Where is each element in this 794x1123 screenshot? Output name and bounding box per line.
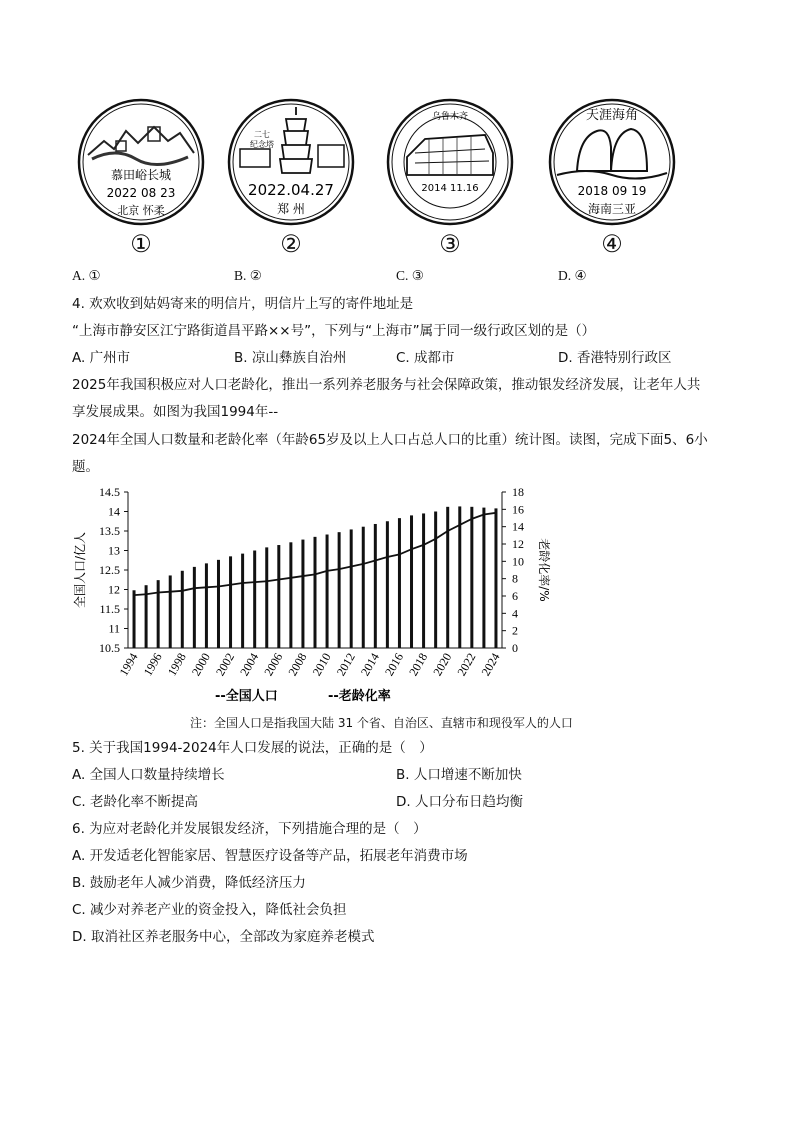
population-bar [229, 556, 232, 648]
population-bar [217, 560, 220, 648]
svg-text:慕田峪长城: 慕田峪长城 [110, 168, 172, 182]
x-tick-label: 1998 [164, 650, 189, 679]
right-tick-label: 14 [512, 519, 524, 534]
svg-text:二七: 二七 [254, 130, 270, 139]
intro-line3: 2024年全国人口数量和老龄化率（年龄65岁及以上人口占总人口的比重）统计图。读图，完成下面5、6小 [72, 432, 708, 448]
aging-rate-point [459, 524, 460, 525]
aging-rate-point [133, 595, 134, 596]
aging-rate-point [266, 581, 267, 582]
aging-rate-point [158, 592, 159, 593]
aging-rate-point [471, 518, 472, 519]
aging-rate-point [339, 569, 340, 570]
population-bar [422, 513, 425, 648]
aging-rate-point [363, 563, 364, 564]
left-tick-label: 12.5 [99, 563, 120, 577]
left-tick-label: 13.5 [99, 524, 120, 538]
q3-option-d[interactable]: D. ④ [558, 268, 587, 283]
svg-text:纪念塔: 纪念塔 [250, 140, 274, 149]
population-bar [193, 567, 196, 648]
x-tick-label: 2024 [478, 650, 503, 679]
population-bar [314, 537, 317, 648]
population-bar [205, 563, 208, 648]
svg-text:海南三亚: 海南三亚 [587, 202, 637, 216]
right-tick-label: 4 [512, 606, 518, 621]
q4-option-c[interactable]: C. 成都市 [396, 350, 455, 366]
population-bar [446, 507, 449, 648]
aging-rate-point [145, 594, 146, 595]
population-bar [265, 547, 268, 648]
population-bar [157, 580, 160, 648]
x-tick-label: 2022 [454, 650, 479, 679]
chart-svg [70, 480, 570, 710]
aging-rate-point [170, 591, 171, 592]
population-bar [362, 527, 365, 648]
population-bar [482, 508, 485, 648]
x-tick-label: 2016 [381, 650, 407, 679]
stamp-label-4: ④ [601, 230, 623, 258]
x-tick-label: 2006 [261, 650, 286, 679]
aging-rate-point [447, 530, 448, 531]
q5-option-b[interactable]: B. 人口增速不断加快 [396, 767, 522, 783]
svg-text:北京 怀柔: 北京 怀柔 [117, 204, 165, 217]
population-bar [494, 508, 497, 648]
aging-rate-point [242, 582, 243, 583]
q4-option-a[interactable]: A. 广州市 [72, 350, 131, 366]
population-bar [289, 542, 292, 648]
right-tick-label: 10 [512, 554, 524, 569]
rock-landscape-stamp-image [547, 97, 677, 227]
population-bar [133, 590, 136, 648]
postmark-stamp-1 [76, 97, 206, 227]
aging-rate-point [206, 587, 207, 588]
x-tick-label: 2000 [188, 650, 214, 679]
x-tick-label: 2014 [357, 650, 382, 679]
aging-rate-point [290, 577, 291, 578]
left-tick-label: 10.5 [99, 641, 120, 655]
x-tick-label: 2012 [333, 650, 358, 679]
x-tick-label: 2002 [213, 650, 238, 679]
svg-text:郑 州: 郑 州 [277, 202, 305, 216]
right-tick-label: 16 [512, 502, 524, 517]
memorial-tower-stamp-image [226, 97, 356, 227]
aging-rate-point [254, 582, 255, 583]
population-bar [181, 571, 184, 648]
right-tick-label: 0 [512, 641, 518, 655]
x-tick-label: 2004 [237, 650, 262, 679]
stamp-label-1: ① [130, 230, 152, 258]
q6-option-b[interactable]: B. 鼓励老年人减少消费，降低经济压力 [72, 875, 306, 891]
aging-rate-point [218, 586, 219, 587]
q6-option-a[interactable]: A. 开发适老化智能家居、智慧医疗设备等产品，拓展老年消费市场 [72, 848, 468, 864]
q4-option-d[interactable]: D. 香港特别行政区 [558, 350, 672, 366]
right-tick-label: 18 [512, 485, 524, 499]
q4-stem-line1: 4. 欢欢收到姑妈寄来的明信片，明信片上写的寄件地址是 [72, 296, 414, 312]
q5-option-c[interactable]: C. 老龄化率不断提高 [72, 794, 199, 810]
left-tick-label: 14 [108, 504, 120, 519]
intro-line4: 题。 [72, 459, 99, 475]
aging-rate-point [194, 588, 195, 589]
intro-line1: 2025年我国积极应对人口老龄化，推出一系列养老服务与社会保障政策，推动银发经济发展，让老年人共 [72, 377, 701, 393]
q6-stem: 6. 为应对老龄化并发展银发经济，下列措施合理的是（ ） [72, 821, 427, 837]
aging-rate-point [399, 554, 400, 555]
population-bar [374, 524, 377, 648]
legend-population: --全国人口 [215, 689, 278, 704]
left-tick-label: 11 [108, 621, 120, 636]
svg-text:2022.04.27: 2022.04.27 [248, 181, 334, 199]
aging-rate-point [278, 579, 279, 580]
q3-option-c[interactable]: C. ③ [396, 268, 424, 283]
right-axis-title: 老龄化率/% [537, 538, 551, 602]
postmark-stamp-2 [226, 97, 356, 227]
population-bar [410, 515, 413, 648]
q5-stem: 5. 关于我国1994-2024年人口发展的说法，正确的是（ ） [72, 740, 433, 756]
svg-text:2018 09 19: 2018 09 19 [577, 184, 647, 198]
population-bar [253, 551, 256, 649]
aging-rate-point [351, 566, 352, 567]
population-bar [470, 507, 473, 648]
population-bar [301, 540, 304, 648]
aging-rate-point [483, 514, 484, 515]
left-axis-title: 全国人口/亿人 [73, 531, 87, 609]
aging-rate-point [314, 574, 315, 575]
population-bar [169, 575, 172, 648]
q3-option-a[interactable]: A. ① [72, 268, 101, 283]
population-bar [241, 554, 244, 648]
right-tick-label: 2 [512, 623, 518, 638]
stamp-label-2: ② [280, 230, 302, 258]
x-tick-label: 2008 [285, 650, 310, 679]
q6-option-d[interactable]: D. 取消社区养老服务中心，全部改为家庭养老模式 [72, 929, 375, 945]
aging-rate-point [411, 549, 412, 550]
svg-text:乌鲁木齐: 乌鲁木齐 [431, 112, 469, 122]
x-tick-label: 2018 [406, 650, 431, 679]
population-bar [350, 529, 353, 648]
aging-rate-point [387, 556, 388, 557]
right-tick-label: 8 [512, 571, 518, 586]
svg-text:2014 11.16: 2014 11.16 [421, 183, 479, 194]
q5-option-a[interactable]: A. 全国人口数量持续增长 [72, 767, 225, 783]
q5-option-d[interactable]: D. 人口分布日趋均衡 [396, 794, 523, 810]
population-bar [434, 512, 437, 649]
aging-rate-point [182, 590, 183, 591]
train-station-stamp-image [385, 97, 515, 227]
q3-option-b[interactable]: B. ② [234, 268, 262, 283]
q6-option-c[interactable]: C. 减少对养老产业的资金投入，降低社会负担 [72, 902, 347, 918]
population-bar [277, 545, 280, 648]
aging-rate-point [423, 544, 424, 545]
left-tick-label: 14.5 [99, 485, 120, 499]
q4-stem-line2: “上海市静安区江宁路街道昌平路××号”，下列与“上海市”属于同一级行政区划的是（） [72, 323, 596, 339]
x-tick-label: 2020 [430, 650, 455, 679]
intro-line2: 享发展成果。如图为我国1994年-- [72, 404, 279, 420]
stamp-label-3: ③ [439, 230, 461, 258]
aging-rate-point [302, 575, 303, 576]
population-bar [326, 535, 329, 648]
population-bar [386, 521, 389, 648]
aging-rate-point [375, 560, 376, 561]
svg-text:天涯海角: 天涯海角 [585, 108, 639, 123]
population-bar [458, 506, 461, 648]
aging-rate-point [326, 570, 327, 571]
legend-aging-rate: --老龄化率 [328, 689, 391, 704]
q4-option-b[interactable]: B. 凉山彝族自治州 [234, 350, 347, 366]
left-tick-label: 13 [108, 543, 120, 558]
right-tick-label: 6 [512, 589, 518, 603]
x-tick-label: 1996 [140, 650, 165, 679]
left-tick-label: 11.5 [99, 602, 120, 616]
x-tick-label: 1994 [116, 650, 141, 679]
right-tick-label: 12 [512, 537, 524, 551]
x-tick-label: 2010 [309, 650, 334, 679]
left-tick-label: 12 [108, 582, 120, 597]
chart-note: 注：全国人口是指我国大陆 31 个省、自治区、直辖市和现役军人的人口 [190, 716, 573, 730]
population-aging-chart [70, 480, 570, 710]
aging-rate-point [495, 512, 496, 513]
population-bar [338, 532, 341, 648]
postmark-stamp-4 [547, 97, 677, 227]
aging-rate-point [230, 584, 231, 585]
postmark-stamp-3 [385, 97, 515, 227]
svg-text:2022 08 23: 2022 08 23 [106, 186, 176, 200]
great-wall-stamp-image [76, 97, 206, 227]
aging-rate-point [435, 538, 436, 539]
population-bar [398, 518, 401, 648]
